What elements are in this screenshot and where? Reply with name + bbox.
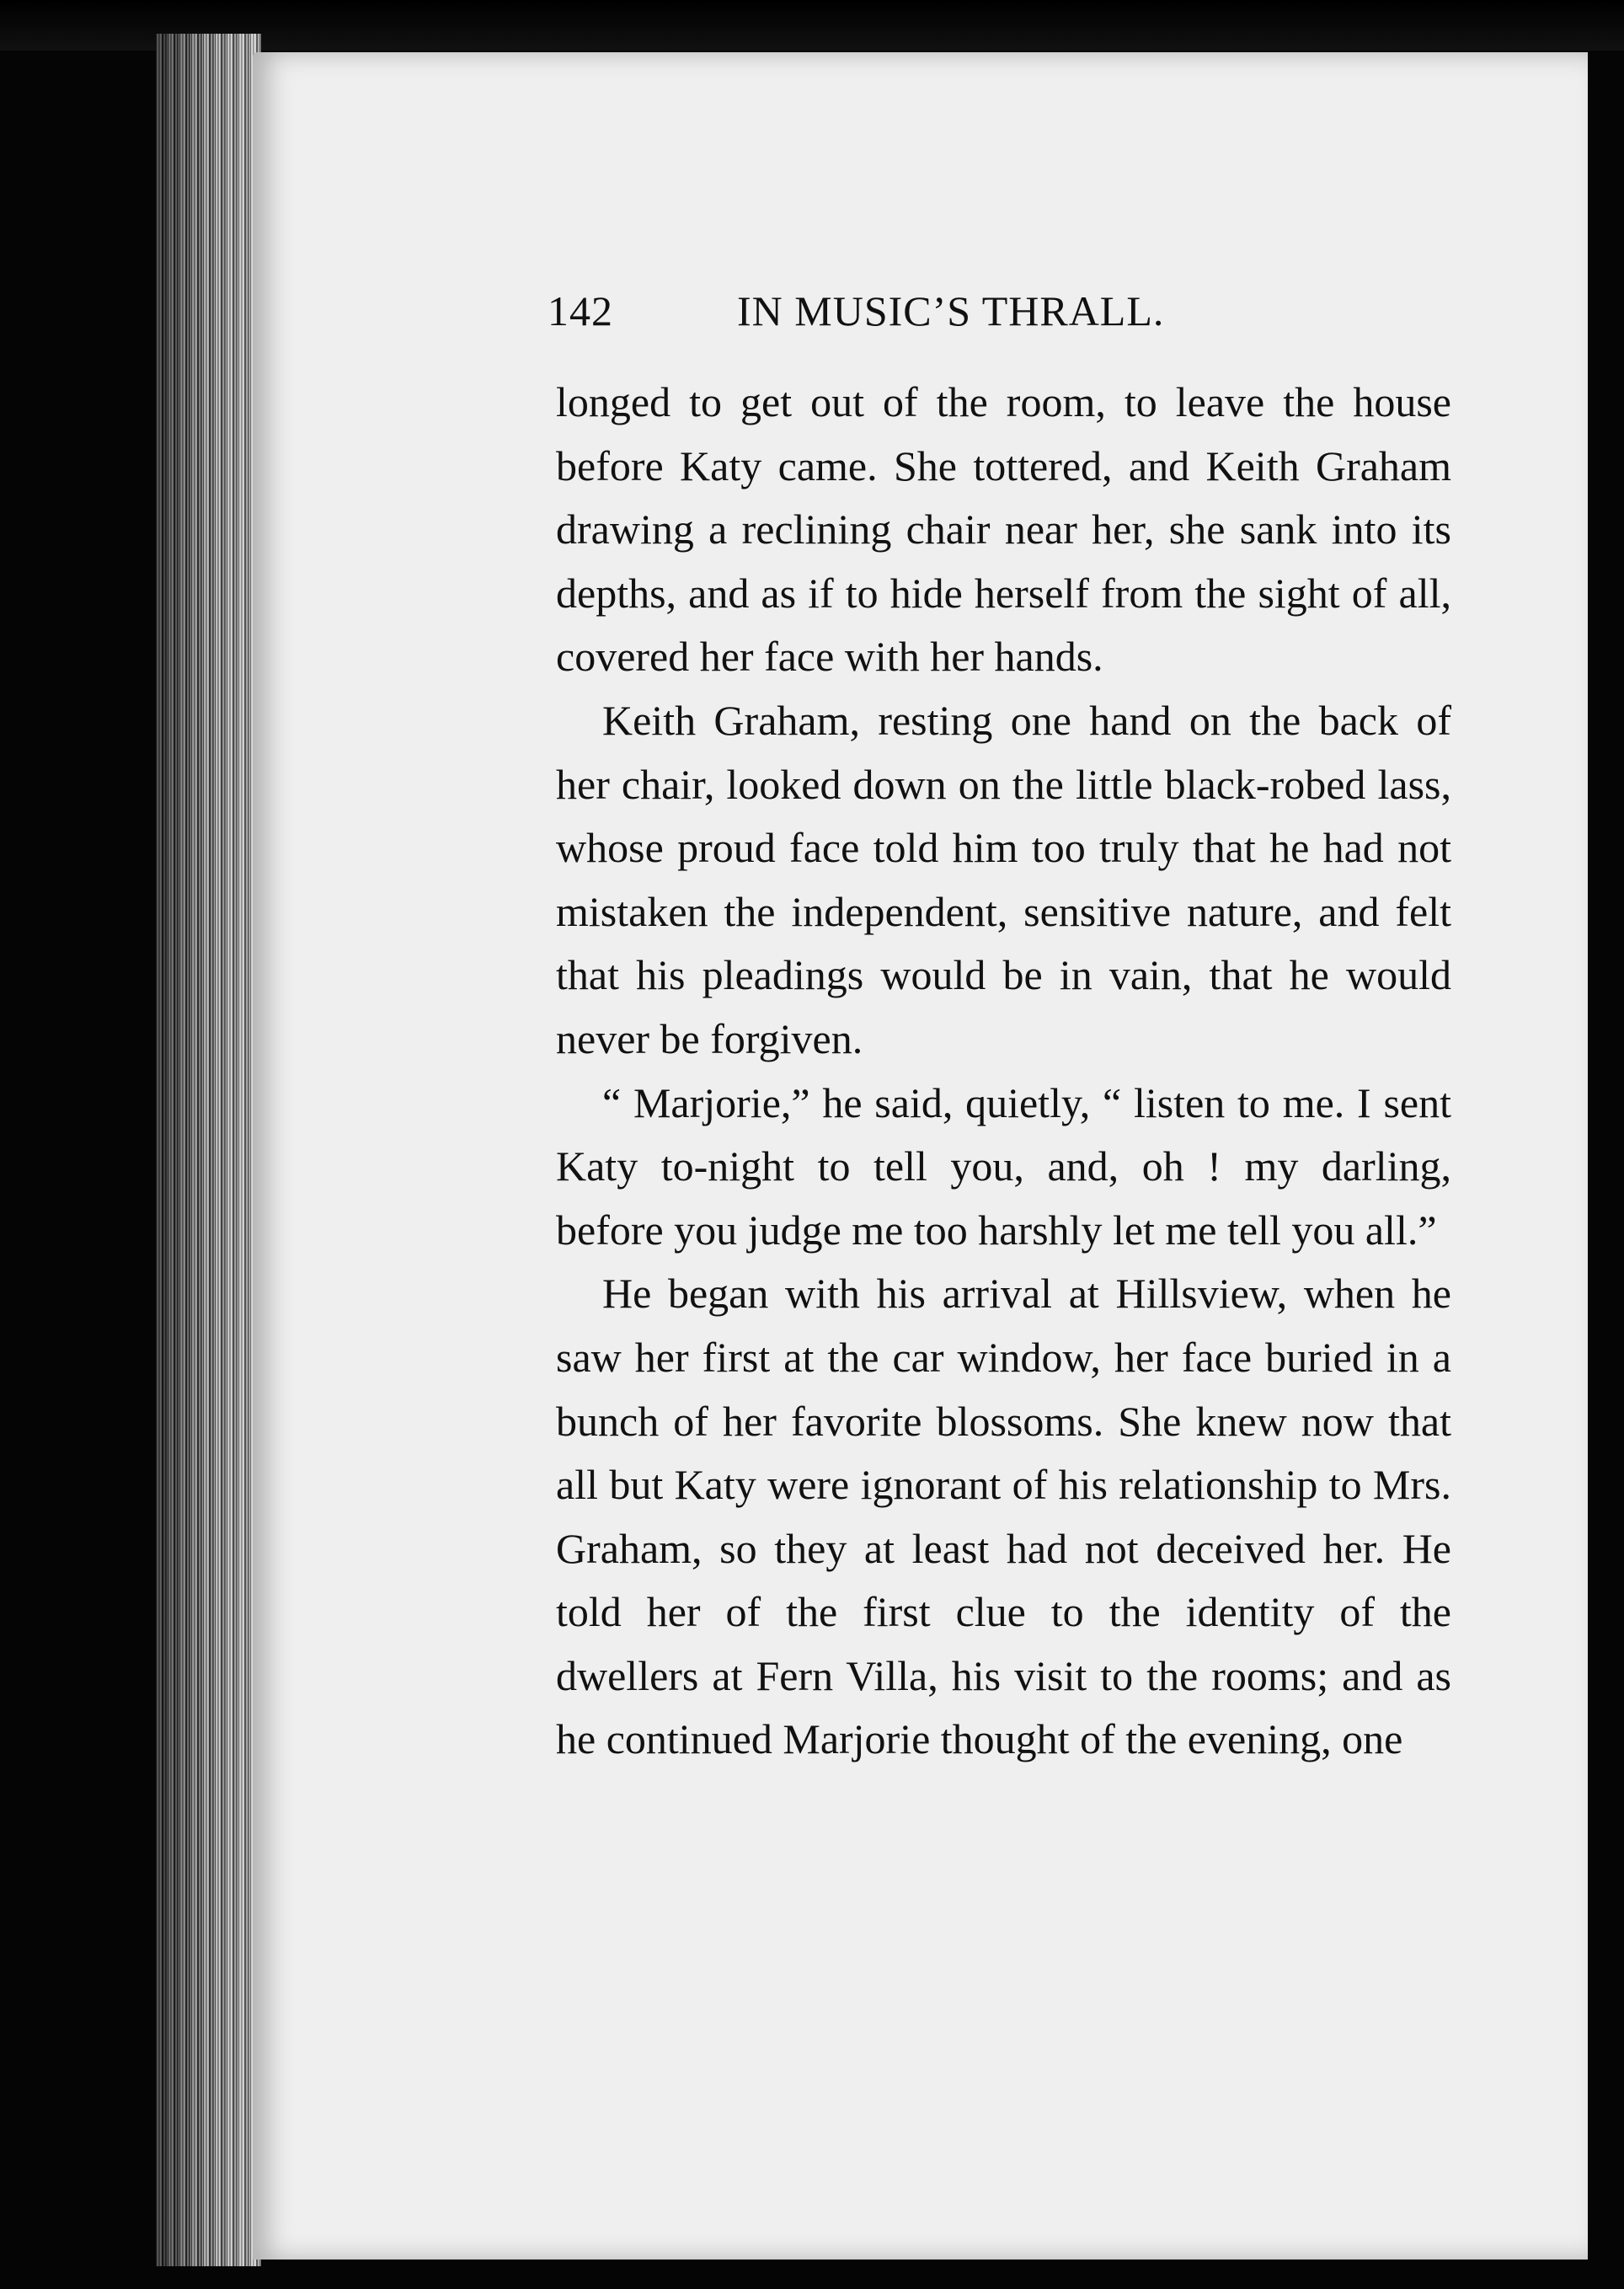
paragraph: “ Marjorie,” he said, quietly, “ listen to me. I sent Katy to-night to tell you, and, oh ! my darling, before you judge me too harshly let me tell you all.” <box>556 1078 1451 1254</box>
paragraph: He began with his arrival at Hillsview, when he saw her first at the car window, her face buried in a bunch of her favorite blossoms. She knew now that all but Katy were ignorant of his relationship to Mrs. Graham, so they at least had not deceived her. He told her of the first clue to the identity of the dwellers at Fern Villa, his visit to the rooms; and as he continued Marjorie thought of the evening, one <box>556 1270 1451 1763</box>
running-title: IN MUSIC’S THRALL. <box>737 287 1165 334</box>
paragraph: longed to get out of the room, to leave the house before Katy came. She tottered, and Keith Graham drawing a reclining chair near her, she sank into its depths, and as if to hide herself from the sight of all, covered her face with her hands. <box>556 378 1451 681</box>
book-page-edges <box>156 34 261 2266</box>
page-header <box>548 286 1306 345</box>
paragraph: Keith Graham, resting one hand on the back of her chair, looked down on the little black-robed lass, whose proud face told him too truly that he had not mistaken the independent, sensitive nature, and felt that his pleadings would be in vain, that he would never be forgiven. <box>556 696 1451 1062</box>
page-number: 142 <box>548 287 613 334</box>
body-text <box>556 371 1451 1772</box>
